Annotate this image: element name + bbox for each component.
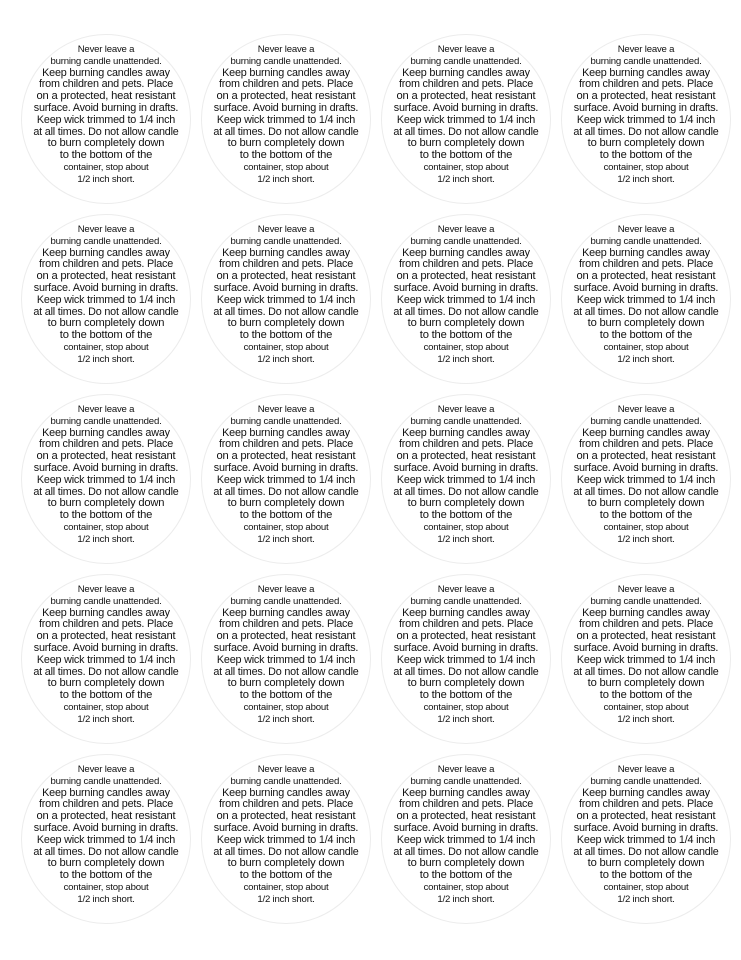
warning-text [202, 404, 370, 546]
warning-text [202, 44, 370, 186]
warning-text-line: from children and pets. Place [398, 618, 534, 631]
warning-text-line: from children and pets. Place [578, 438, 714, 451]
warning-text-line: container, stop about [243, 341, 329, 353]
warning-text-line: 1/2 inch short. [437, 173, 495, 185]
warning-text-line: Keep wick trimmed to 1/4 inch [36, 293, 176, 306]
warning-text-line: surface. Avoid burning in drafts. [573, 461, 719, 474]
warning-text-line: from children and pets. Place [398, 258, 534, 271]
warning-text-line: at all times. Do not allow candle [393, 125, 539, 138]
candle-warning-label [201, 754, 371, 924]
warning-text-line: Never leave a [77, 404, 135, 415]
warning-text-line: on a protected, heat resistant [396, 90, 536, 103]
candle-warning-label [381, 34, 551, 204]
warning-text-line: surface. Avoid burning in drafts. [573, 281, 719, 294]
warning-text-line: from children and pets. Place [218, 618, 354, 631]
warning-text-line: on a protected, heat resistant [216, 90, 356, 103]
warning-text-line: burning candle unattended. [590, 55, 702, 67]
warning-text-line: burning candle unattended. [230, 55, 342, 67]
warning-text-line: burning candle unattended. [590, 775, 702, 787]
warning-text-line: to burn completely down [227, 137, 345, 150]
warning-text-line: to the bottom of the [59, 329, 153, 342]
candle-warning-label [381, 394, 551, 564]
warning-text-line: Keep wick trimmed to 1/4 inch [216, 293, 356, 306]
warning-text-line: to the bottom of the [419, 329, 513, 342]
warning-text-line: to burn completely down [587, 137, 705, 150]
warning-text-line: at all times. Do not allow candle [33, 485, 179, 498]
warning-text-line: to the bottom of the [599, 329, 693, 342]
warning-text-line: Keep wick trimmed to 1/4 inch [216, 833, 356, 846]
warning-text-line: to burn completely down [227, 677, 345, 690]
warning-text-line: to the bottom of the [419, 509, 513, 522]
warning-text-line: to burn completely down [587, 497, 705, 510]
warning-text [382, 44, 550, 186]
warning-text-line: container, stop about [603, 881, 689, 893]
warning-text-line: Keep burning candles away [582, 606, 710, 619]
warning-text-line: container, stop about [243, 881, 329, 893]
warning-text-line: to the bottom of the [239, 869, 333, 882]
warning-text-line: Keep burning candles away [402, 66, 530, 79]
warning-text-line: container, stop about [423, 701, 509, 713]
candle-warning-label [561, 34, 731, 204]
warning-text-line: on a protected, heat resistant [396, 270, 536, 283]
warning-text-line: to burn completely down [227, 497, 345, 510]
warning-text-line: Keep burning candles away [402, 426, 530, 439]
warning-text-line: to the bottom of the [239, 509, 333, 522]
warning-text-line: Never leave a [437, 224, 495, 235]
warning-text [382, 224, 550, 366]
warning-text-line: Keep wick trimmed to 1/4 inch [396, 833, 536, 846]
warning-text-line: at all times. Do not allow candle [213, 125, 359, 138]
warning-text-line: on a protected, heat resistant [216, 630, 356, 643]
candle-warning-label [201, 394, 371, 564]
warning-text-line: container, stop about [423, 881, 509, 893]
warning-text-line: container, stop about [243, 521, 329, 533]
warning-text-line: to the bottom of the [419, 869, 513, 882]
warning-text-line: Never leave a [257, 224, 315, 235]
warning-text-line: Keep wick trimmed to 1/4 inch [576, 833, 716, 846]
warning-text-line: from children and pets. Place [38, 438, 174, 451]
warning-text-line: Keep burning candles away [222, 426, 350, 439]
warning-text-line: burning candle unattended. [50, 595, 162, 607]
warning-text-line: Never leave a [617, 224, 675, 235]
warning-text-line: at all times. Do not allow candle [33, 305, 179, 318]
warning-text-line: 1/2 inch short. [77, 173, 135, 185]
warning-text-line: 1/2 inch short. [77, 893, 135, 905]
warning-text-line: from children and pets. Place [218, 258, 354, 271]
warning-text-line: on a protected, heat resistant [36, 630, 176, 643]
warning-text-line: on a protected, heat resistant [576, 630, 716, 643]
warning-text-line: surface. Avoid burning in drafts. [33, 461, 179, 474]
warning-text-line: Never leave a [257, 584, 315, 595]
warning-text-line: container, stop about [423, 161, 509, 173]
warning-text-line: surface. Avoid burning in drafts. [393, 461, 539, 474]
candle-warning-label [561, 214, 731, 384]
warning-text-line: surface. Avoid burning in drafts. [33, 641, 179, 654]
warning-text-line: container, stop about [243, 701, 329, 713]
warning-text-line: from children and pets. Place [398, 438, 534, 451]
warning-text-line: surface. Avoid burning in drafts. [33, 821, 179, 834]
warning-text-line: burning candle unattended. [230, 415, 342, 427]
warning-text-line: container, stop about [603, 161, 689, 173]
warning-text-line: burning candle unattended. [230, 775, 342, 787]
warning-text-line: 1/2 inch short. [617, 533, 675, 545]
warning-text-line: from children and pets. Place [398, 78, 534, 91]
warning-text-line: to burn completely down [407, 677, 525, 690]
warning-text-line: Keep wick trimmed to 1/4 inch [396, 113, 536, 126]
warning-text-line: Never leave a [77, 764, 135, 775]
warning-text-line: Keep burning candles away [222, 786, 350, 799]
warning-text-line: surface. Avoid burning in drafts. [213, 641, 359, 654]
warning-text-line: to burn completely down [47, 677, 165, 690]
warning-text-line: Keep burning candles away [222, 246, 350, 259]
warning-text-line: to the bottom of the [239, 329, 333, 342]
warning-text [382, 584, 550, 726]
warning-text-line: 1/2 inch short. [437, 713, 495, 725]
warning-text-line: surface. Avoid burning in drafts. [573, 821, 719, 834]
warning-text-line: at all times. Do not allow candle [393, 485, 539, 498]
warning-text-line: 1/2 inch short. [257, 893, 315, 905]
warning-text-line: to the bottom of the [419, 149, 513, 162]
warning-text [22, 224, 190, 366]
warning-text-line: burning candle unattended. [590, 415, 702, 427]
warning-text-line: at all times. Do not allow candle [573, 485, 719, 498]
warning-text-line: Keep burning candles away [582, 786, 710, 799]
warning-text [382, 404, 550, 546]
warning-text-line: Never leave a [257, 404, 315, 415]
warning-text-line: to the bottom of the [599, 149, 693, 162]
warning-text-line: 1/2 inch short. [437, 893, 495, 905]
warning-text-line: Never leave a [77, 584, 135, 595]
warning-text-line: surface. Avoid burning in drafts. [393, 281, 539, 294]
warning-text-line: to the bottom of the [59, 509, 153, 522]
candle-warning-label [561, 754, 731, 924]
warning-text-line: container, stop about [423, 521, 509, 533]
warning-text-line: container, stop about [63, 161, 149, 173]
warning-text-line: container, stop about [63, 881, 149, 893]
warning-text-line: on a protected, heat resistant [396, 450, 536, 463]
warning-text-line: burning candle unattended. [50, 235, 162, 247]
warning-text [562, 584, 730, 726]
warning-text-line: Never leave a [77, 224, 135, 235]
warning-text-line: on a protected, heat resistant [396, 630, 536, 643]
warning-text-line: surface. Avoid burning in drafts. [573, 101, 719, 114]
warning-text-line: at all times. Do not allow candle [213, 305, 359, 318]
warning-text-line: on a protected, heat resistant [216, 270, 356, 283]
candle-warning-label [201, 574, 371, 744]
warning-text-line: burning candle unattended. [590, 595, 702, 607]
warning-text-line: to the bottom of the [599, 869, 693, 882]
warning-text-line: 1/2 inch short. [617, 713, 675, 725]
warning-text-line: Keep wick trimmed to 1/4 inch [36, 833, 176, 846]
warning-text [22, 584, 190, 726]
warning-text-line: surface. Avoid burning in drafts. [393, 101, 539, 114]
warning-text [562, 764, 730, 906]
warning-text-line: at all times. Do not allow candle [393, 305, 539, 318]
warning-text-line: container, stop about [603, 521, 689, 533]
warning-text-line: Keep burning candles away [42, 246, 170, 259]
warning-text-line: container, stop about [63, 521, 149, 533]
candle-warning-label [21, 34, 191, 204]
warning-text-line: to burn completely down [407, 317, 525, 330]
warning-text-line: at all times. Do not allow candle [573, 665, 719, 678]
warning-text-line: surface. Avoid burning in drafts. [33, 101, 179, 114]
warning-text-line: Never leave a [617, 44, 675, 55]
warning-text-line: burning candle unattended. [50, 415, 162, 427]
candle-warning-label [561, 394, 731, 564]
warning-text-line: to the bottom of the [599, 509, 693, 522]
warning-text [382, 764, 550, 906]
warning-text-line: at all times. Do not allow candle [213, 665, 359, 678]
warning-text-line: Keep wick trimmed to 1/4 inch [216, 113, 356, 126]
candle-warning-label [561, 574, 731, 744]
warning-text-line: from children and pets. Place [218, 438, 354, 451]
warning-text-line: Never leave a [257, 764, 315, 775]
warning-text-line: from children and pets. Place [38, 618, 174, 631]
warning-text-line: on a protected, heat resistant [576, 270, 716, 283]
warning-text-line: container, stop about [603, 341, 689, 353]
warning-text-line: to burn completely down [587, 677, 705, 690]
warning-text-line: from children and pets. Place [38, 258, 174, 271]
warning-text-line: on a protected, heat resistant [576, 450, 716, 463]
warning-text-line: on a protected, heat resistant [216, 810, 356, 823]
warning-text-line: Keep burning candles away [222, 606, 350, 619]
warning-text-line: at all times. Do not allow candle [393, 845, 539, 858]
warning-text-line: from children and pets. Place [578, 78, 714, 91]
warning-text-line: at all times. Do not allow candle [213, 485, 359, 498]
warning-text-line: 1/2 inch short. [257, 353, 315, 365]
warning-text-line: burning candle unattended. [410, 415, 522, 427]
warning-text-line: to the bottom of the [59, 869, 153, 882]
warning-text-line: burning candle unattended. [50, 775, 162, 787]
warning-text-line: at all times. Do not allow candle [33, 665, 179, 678]
warning-text-line: to burn completely down [47, 317, 165, 330]
warning-text-line: Never leave a [617, 584, 675, 595]
warning-text-line: surface. Avoid burning in drafts. [213, 461, 359, 474]
warning-text-line: at all times. Do not allow candle [213, 845, 359, 858]
warning-text-line: to burn completely down [227, 317, 345, 330]
warning-text-line: container, stop about [603, 701, 689, 713]
warning-text-line: to the bottom of the [59, 149, 153, 162]
candle-warning-label [21, 214, 191, 384]
candle-warning-label [21, 754, 191, 924]
warning-text-line: surface. Avoid burning in drafts. [393, 821, 539, 834]
warning-text-line: at all times. Do not allow candle [33, 125, 179, 138]
warning-text-line: to the bottom of the [419, 689, 513, 702]
warning-text [202, 584, 370, 726]
warning-text-line: 1/2 inch short. [437, 533, 495, 545]
warning-text-line: Keep wick trimmed to 1/4 inch [36, 113, 176, 126]
warning-text-line: Never leave a [437, 764, 495, 775]
warning-text-line: burning candle unattended. [230, 235, 342, 247]
warning-text-line: Keep burning candles away [582, 246, 710, 259]
warning-text-line: Keep burning candles away [222, 66, 350, 79]
warning-text-line: from children and pets. Place [218, 78, 354, 91]
warning-text-line: on a protected, heat resistant [576, 810, 716, 823]
warning-text-line: to burn completely down [47, 137, 165, 150]
warning-text [22, 764, 190, 906]
warning-text-line: at all times. Do not allow candle [33, 845, 179, 858]
warning-text-line: Never leave a [437, 404, 495, 415]
warning-text-line: 1/2 inch short. [77, 713, 135, 725]
warning-text-line: Keep wick trimmed to 1/4 inch [576, 113, 716, 126]
candle-warning-label [381, 214, 551, 384]
warning-text-line: from children and pets. Place [578, 258, 714, 271]
candle-warning-label [201, 34, 371, 204]
warning-text-line: container, stop about [243, 161, 329, 173]
warning-text-line: Never leave a [617, 764, 675, 775]
warning-text [562, 224, 730, 366]
warning-text [202, 764, 370, 906]
warning-text-line: Keep wick trimmed to 1/4 inch [396, 473, 536, 486]
warning-text-line: 1/2 inch short. [437, 353, 495, 365]
candle-warning-label [21, 574, 191, 744]
warning-text-line: to the bottom of the [59, 689, 153, 702]
warning-text-line: Keep burning candles away [402, 606, 530, 619]
warning-text-line: 1/2 inch short. [257, 533, 315, 545]
warning-text-line: surface. Avoid burning in drafts. [213, 101, 359, 114]
warning-text-line: to burn completely down [47, 497, 165, 510]
warning-text-line: from children and pets. Place [578, 618, 714, 631]
candle-warning-label [201, 214, 371, 384]
warning-text-line: Keep wick trimmed to 1/4 inch [576, 293, 716, 306]
warning-text-line: to the bottom of the [239, 689, 333, 702]
warning-text-line: at all times. Do not allow candle [573, 845, 719, 858]
warning-text [562, 404, 730, 546]
warning-text-line: 1/2 inch short. [257, 173, 315, 185]
warning-text-line: to burn completely down [407, 857, 525, 870]
warning-text-line: at all times. Do not allow candle [573, 125, 719, 138]
warning-text-line: burning candle unattended. [410, 235, 522, 247]
warning-text-line: 1/2 inch short. [617, 173, 675, 185]
warning-text-line: from children and pets. Place [218, 798, 354, 811]
warning-text-line: Never leave a [437, 44, 495, 55]
warning-text [22, 404, 190, 546]
warning-text-line: surface. Avoid burning in drafts. [393, 641, 539, 654]
warning-text-line: Keep burning candles away [42, 66, 170, 79]
warning-text-line: surface. Avoid burning in drafts. [573, 641, 719, 654]
warning-text-line: Keep wick trimmed to 1/4 inch [396, 653, 536, 666]
warning-text-line: Keep wick trimmed to 1/4 inch [576, 473, 716, 486]
warning-text-line: Keep wick trimmed to 1/4 inch [396, 293, 536, 306]
warning-text [562, 44, 730, 186]
warning-text-line: Never leave a [617, 404, 675, 415]
warning-text-line: at all times. Do not allow candle [573, 305, 719, 318]
warning-text-line: on a protected, heat resistant [36, 450, 176, 463]
warning-text [202, 224, 370, 366]
warning-text-line: surface. Avoid burning in drafts. [213, 821, 359, 834]
warning-text-line: Never leave a [437, 584, 495, 595]
warning-text-line: Keep wick trimmed to 1/4 inch [36, 653, 176, 666]
warning-text-line: from children and pets. Place [398, 798, 534, 811]
warning-text-line: Keep burning candles away [402, 246, 530, 259]
warning-text-line: on a protected, heat resistant [36, 90, 176, 103]
warning-text-line: to burn completely down [407, 137, 525, 150]
warning-text-line: to burn completely down [227, 857, 345, 870]
warning-text-line: to burn completely down [587, 317, 705, 330]
warning-text-line: Keep burning candles away [402, 786, 530, 799]
warning-text-line: on a protected, heat resistant [36, 270, 176, 283]
warning-text-line: from children and pets. Place [578, 798, 714, 811]
warning-text-line: Keep wick trimmed to 1/4 inch [576, 653, 716, 666]
warning-text-line: on a protected, heat resistant [216, 450, 356, 463]
warning-text-line: Keep wick trimmed to 1/4 inch [36, 473, 176, 486]
warning-text-line: 1/2 inch short. [257, 713, 315, 725]
warning-text-line: 1/2 inch short. [77, 533, 135, 545]
warning-text-line: burning candle unattended. [590, 235, 702, 247]
warning-text-line: from children and pets. Place [38, 78, 174, 91]
warning-text-line: burning candle unattended. [410, 55, 522, 67]
warning-text-line: to the bottom of the [599, 689, 693, 702]
warning-text-line: Keep burning candles away [42, 606, 170, 619]
warning-text-line: Keep burning candles away [582, 426, 710, 439]
warning-text-line: at all times. Do not allow candle [393, 665, 539, 678]
warning-text-line: on a protected, heat resistant [396, 810, 536, 823]
warning-text-line: to burn completely down [407, 497, 525, 510]
warning-text [22, 44, 190, 186]
warning-text-line: Never leave a [77, 44, 135, 55]
warning-text-line: 1/2 inch short. [617, 893, 675, 905]
warning-text-line: burning candle unattended. [410, 595, 522, 607]
warning-text-line: on a protected, heat resistant [576, 90, 716, 103]
candle-warning-label [381, 754, 551, 924]
warning-text-line: Never leave a [257, 44, 315, 55]
warning-text-line: container, stop about [423, 341, 509, 353]
warning-text-line: surface. Avoid burning in drafts. [213, 281, 359, 294]
warning-text-line: burning candle unattended. [410, 775, 522, 787]
warning-text-line: 1/2 inch short. [77, 353, 135, 365]
warning-text-line: container, stop about [63, 341, 149, 353]
warning-text-line: surface. Avoid burning in drafts. [33, 281, 179, 294]
warning-text-line: Keep burning candles away [42, 426, 170, 439]
warning-text-line: to the bottom of the [239, 149, 333, 162]
warning-text-line: Keep wick trimmed to 1/4 inch [216, 653, 356, 666]
warning-text-line: Keep burning candles away [42, 786, 170, 799]
warning-text-line: from children and pets. Place [38, 798, 174, 811]
warning-text-line: Keep wick trimmed to 1/4 inch [216, 473, 356, 486]
warning-text-line: Keep burning candles away [582, 66, 710, 79]
warning-text-line: to burn completely down [587, 857, 705, 870]
warning-text-line: burning candle unattended. [230, 595, 342, 607]
warning-text-line: container, stop about [63, 701, 149, 713]
warning-text-line: 1/2 inch short. [617, 353, 675, 365]
warning-text-line: on a protected, heat resistant [36, 810, 176, 823]
warning-text-line: to burn completely down [47, 857, 165, 870]
candle-warning-label [381, 574, 551, 744]
candle-warning-label [21, 394, 191, 564]
warning-text-line: burning candle unattended. [50, 55, 162, 67]
